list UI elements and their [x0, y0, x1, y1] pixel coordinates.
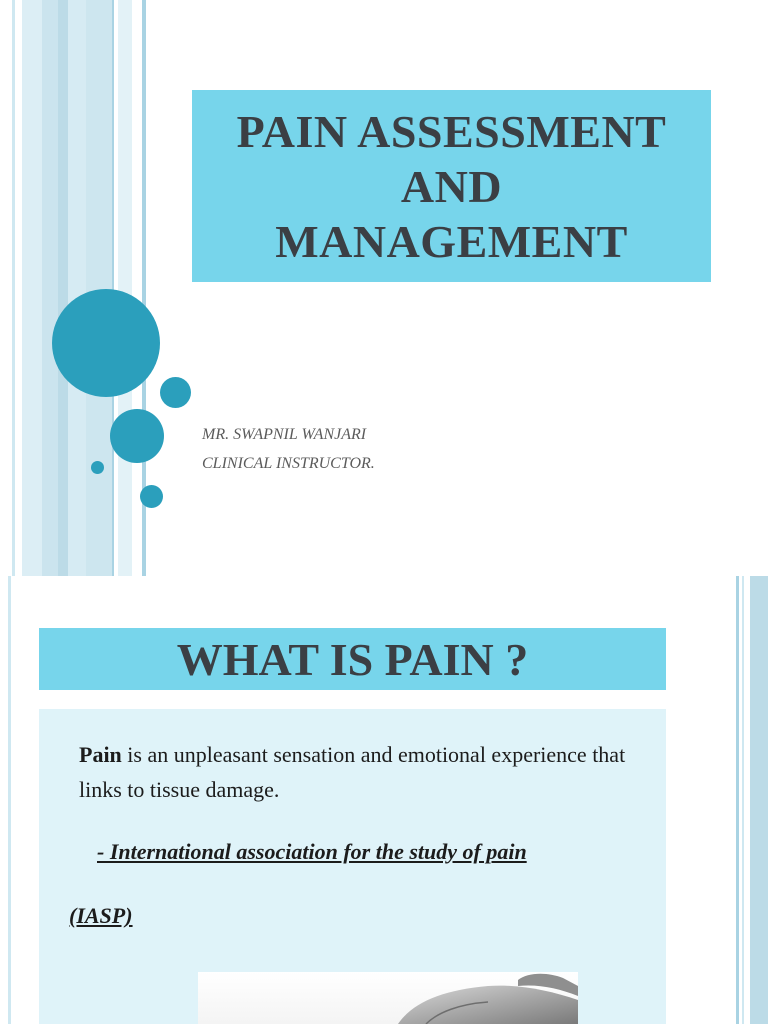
slide-what-is-pain — [0, 576, 768, 1024]
title-line-2: AND — [400, 160, 503, 212]
author-name: MR. SWAPNIL WANJARI — [202, 426, 367, 443]
definition-paragraph — [79, 737, 639, 807]
decorative-circle-small — [140, 485, 163, 508]
decorative-circle-medium — [110, 409, 164, 463]
citation-abbreviation: (IASP) — [69, 903, 133, 928]
decorative-stripe — [8, 576, 11, 1024]
decorative-stripe — [736, 576, 739, 1024]
decorative-stripe — [86, 0, 112, 576]
title-line-3: MANAGEMENT — [275, 215, 628, 267]
title-box — [192, 90, 711, 282]
author-role: CLINICAL INSTRUCTOR. — [202, 455, 375, 472]
decorative-stripe — [68, 0, 86, 576]
back-silhouette-icon — [198, 972, 578, 1024]
decorative-stripe — [58, 0, 68, 576]
decorative-stripe — [42, 0, 58, 576]
decorative-stripe — [742, 576, 744, 1024]
decorative-stripe — [22, 0, 42, 576]
header-box — [39, 628, 666, 690]
decorative-circle-small — [160, 377, 191, 408]
slide-heading: WHAT IS PAIN ? — [176, 633, 529, 685]
decorative-stripe — [12, 0, 15, 576]
decorative-circle-tiny — [91, 461, 104, 474]
definition-term: Pain — [79, 742, 122, 767]
decorative-stripe — [118, 0, 132, 576]
decorative-stripe — [112, 0, 114, 576]
human-back-pain-photo — [198, 972, 578, 1024]
definition-text: is an unpleasant sensation and emotional experience that links to tissue damage. — [79, 742, 626, 802]
decorative-stripe — [750, 576, 768, 1024]
title-line-1: PAIN ASSESSMENT — [236, 105, 667, 157]
decorative-circle-large — [52, 289, 160, 397]
citation-source: - International association for the study of pain — [97, 839, 527, 864]
